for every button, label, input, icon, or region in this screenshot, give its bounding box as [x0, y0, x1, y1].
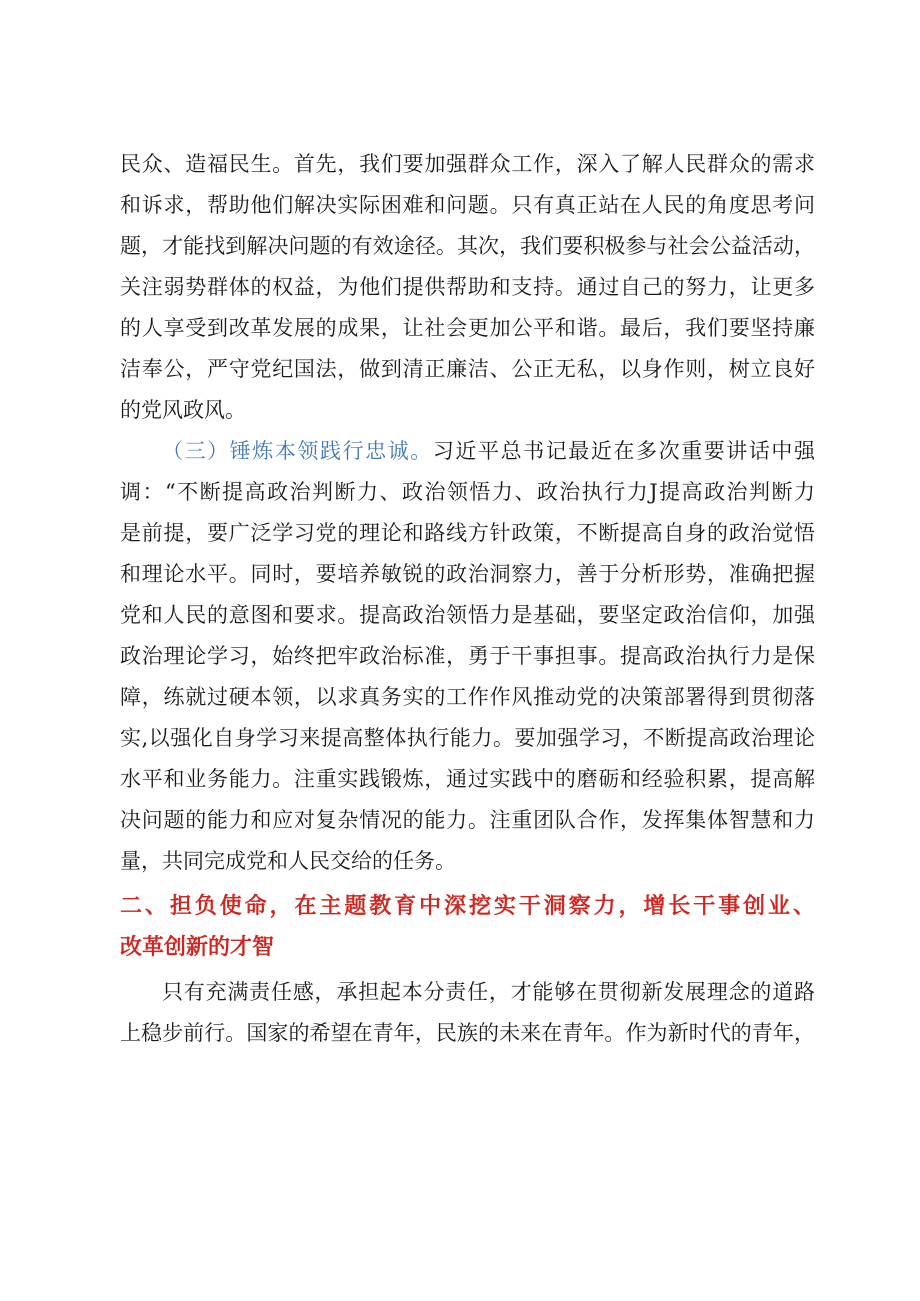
text-line: 水平和业务能力。注重实践锻炼，通过实践中的磨砺和经验积累，提高解: [120, 767, 815, 791]
text-line: 和理论水平。同时，要培养敏锐的政治洞察力，善于分析形势，准确把握: [120, 562, 815, 586]
text-line: 题，才能找到解决问题的有效途径。其次，我们要积极参与社会公益活动，: [120, 234, 815, 258]
text-line: 民众、造福民生。首先，我们要加强群众工作，深入了解人民群众的需求: [120, 152, 815, 176]
section-subheading: （三）锤炼本领践行忠诚。: [162, 439, 433, 463]
text-line: 决问题的能力和应对复杂情况的能力。注重团队合作，发挥集体智慧和力: [120, 808, 815, 832]
text-line: 障，练就过硬本领，以求真务实的工作作风推动党的决策部署得到贯彻落: [120, 685, 815, 709]
text-line: 调：“不断提高政治判断力、政治领悟力、政治执行力J提高政治判断力: [120, 480, 815, 504]
text-line: 关注弱势群体的权益，为他们提供帮助和支持。通过自己的努力，让更多: [120, 275, 815, 299]
text-line: 量，共同完成党和人民交给的任务。: [120, 849, 456, 873]
section-heading-2: [120, 886, 815, 968]
paragraph-people-livelihood: [120, 144, 815, 431]
text-line: 的党风政风。: [120, 398, 246, 422]
text-line: 实,以强化自身学习来提高整体执行能力。要加强学习，不断提高政治理论: [120, 726, 815, 750]
text-line: 上稳步前行。国家的希望在青年，民族的未来在青年。作为新时代的青年，: [120, 1021, 815, 1045]
heading-line: 改革创新的才智: [120, 935, 275, 960]
paragraph-loyalty-skills: [120, 431, 815, 882]
text-line: 是前提，要广泛学习党的理论和路线方针政策，不断提高自身的政治觉悟: [120, 521, 815, 545]
document-body: [120, 144, 815, 1054]
text-line: 党和人民的意图和要求。提高政治领悟力是基础，要坚定政治信仰，加强: [120, 603, 815, 627]
text-line: 的人享受到改革发展的成果，让社会更加公平和谐。最后，我们要坚持廉: [120, 316, 815, 340]
text-line: 洁奉公，严守党纪国法，做到清正廉洁、公正无私，以身作则，树立良好: [120, 357, 815, 381]
text-line-rest: 习近平总书记最近在多次重要讲话中强: [432, 439, 816, 463]
text-line: 和诉求，帮助他们解决实际困难和问题。只有真正站在人民的角度思考问: [120, 193, 815, 217]
text-line-first: [120, 431, 815, 472]
paragraph-responsibility: [120, 972, 815, 1054]
text-line: 只有充满责任感，承担起本分责任，才能够在贯彻新发展理念的道路: [162, 980, 815, 1004]
heading-line: 二、担负使命，在主题教育中深挖实干洞察力，增长干事创业、: [120, 894, 815, 919]
text-line: 政治理论学习，始终把牢政治标准，勇于干事担事。提高政治执行力是保: [120, 644, 815, 668]
